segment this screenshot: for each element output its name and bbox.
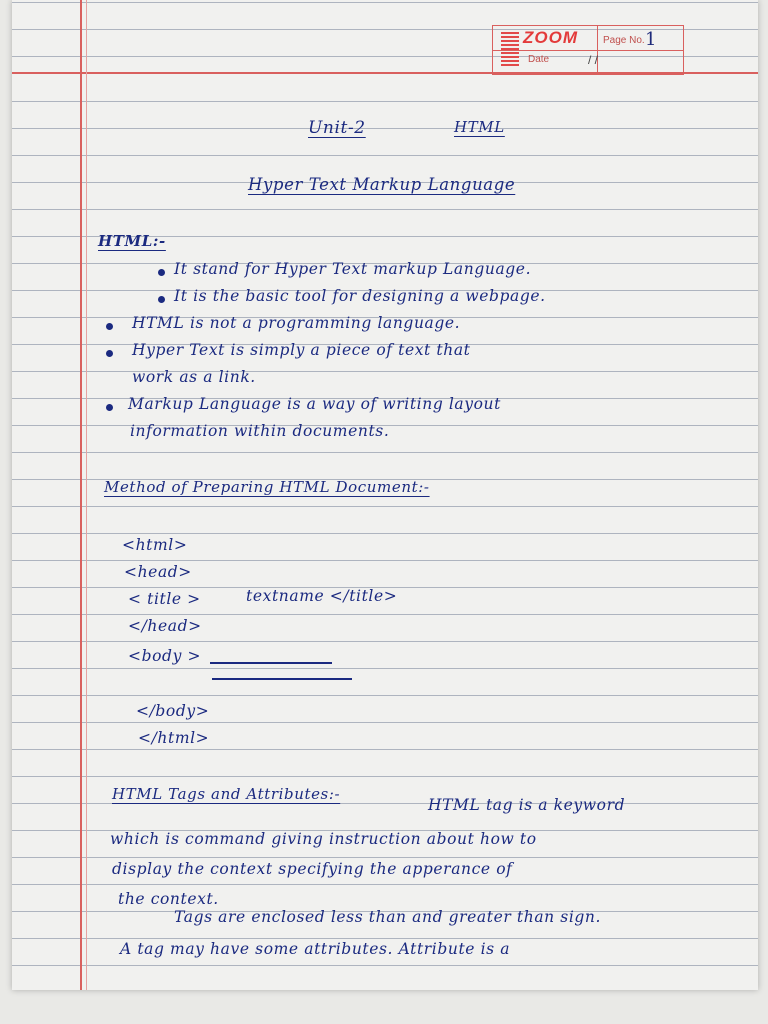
bullet-text: It stand for Hyper Text markup Language. (174, 260, 532, 278)
body-placeholder-line (212, 678, 352, 680)
body-text: which is command giving instruction about how to (110, 830, 537, 848)
header-row-divider (493, 50, 683, 51)
code-line: <html> (122, 536, 188, 554)
code-line: <body > (128, 647, 202, 665)
section-heading-html: HTML:- (98, 232, 166, 250)
brand-logo-icon (501, 32, 519, 66)
page-no-label: Page No. (603, 35, 645, 46)
bullet-text: It is the basic tool for designing a webpage. (174, 287, 546, 305)
bullet (158, 296, 165, 303)
code-line: </html> (138, 729, 210, 747)
bullet (106, 404, 113, 411)
unit-label: Unit-2 (308, 118, 366, 138)
bullet (158, 269, 165, 276)
body-text: display the context specifying the apperance of (112, 860, 513, 878)
bullet (106, 323, 113, 330)
code-line: </body> (136, 702, 210, 720)
subject-label: HTML (454, 118, 505, 136)
section-heading-tags: HTML Tags and Attributes:- (112, 785, 341, 803)
code-line: <head> (124, 563, 192, 581)
page-no-value: 1 (645, 29, 657, 50)
date-value: / / (588, 53, 599, 67)
brand-name: ZOOM (523, 28, 578, 47)
left-margin-line (80, 0, 82, 990)
body-text: HTML tag is a keyword (428, 796, 626, 814)
bullet (106, 350, 113, 357)
code-line: < title > (128, 590, 201, 608)
body-placeholder-line (210, 662, 332, 664)
left-margin-line-secondary (86, 0, 87, 990)
body-text: Tags are enclosed less than and greater than sign. (174, 908, 602, 926)
notebook-page (12, 0, 758, 990)
code-line: </head> (128, 617, 202, 635)
section-heading-method: Method of Preparing HTML Document:- (104, 478, 430, 496)
bullet-text: HTML is not a programming language. (132, 314, 461, 332)
body-text: the context. (118, 890, 219, 908)
bullet-text-continued: information within documents. (130, 422, 390, 440)
bullet-text: Markup Language is a way of writing layout (128, 395, 501, 413)
code-line: textname </title> (246, 587, 398, 605)
page-title: Hyper Text Markup Language (248, 175, 516, 194)
body-text: A tag may have some attributes. Attribute is a (120, 940, 511, 958)
bullet-text-continued: work as a link. (132, 368, 256, 386)
bullet-text: Hyper Text is simply a piece of text that (132, 341, 471, 359)
page-header-box (492, 25, 684, 75)
date-label: Date (528, 54, 550, 65)
